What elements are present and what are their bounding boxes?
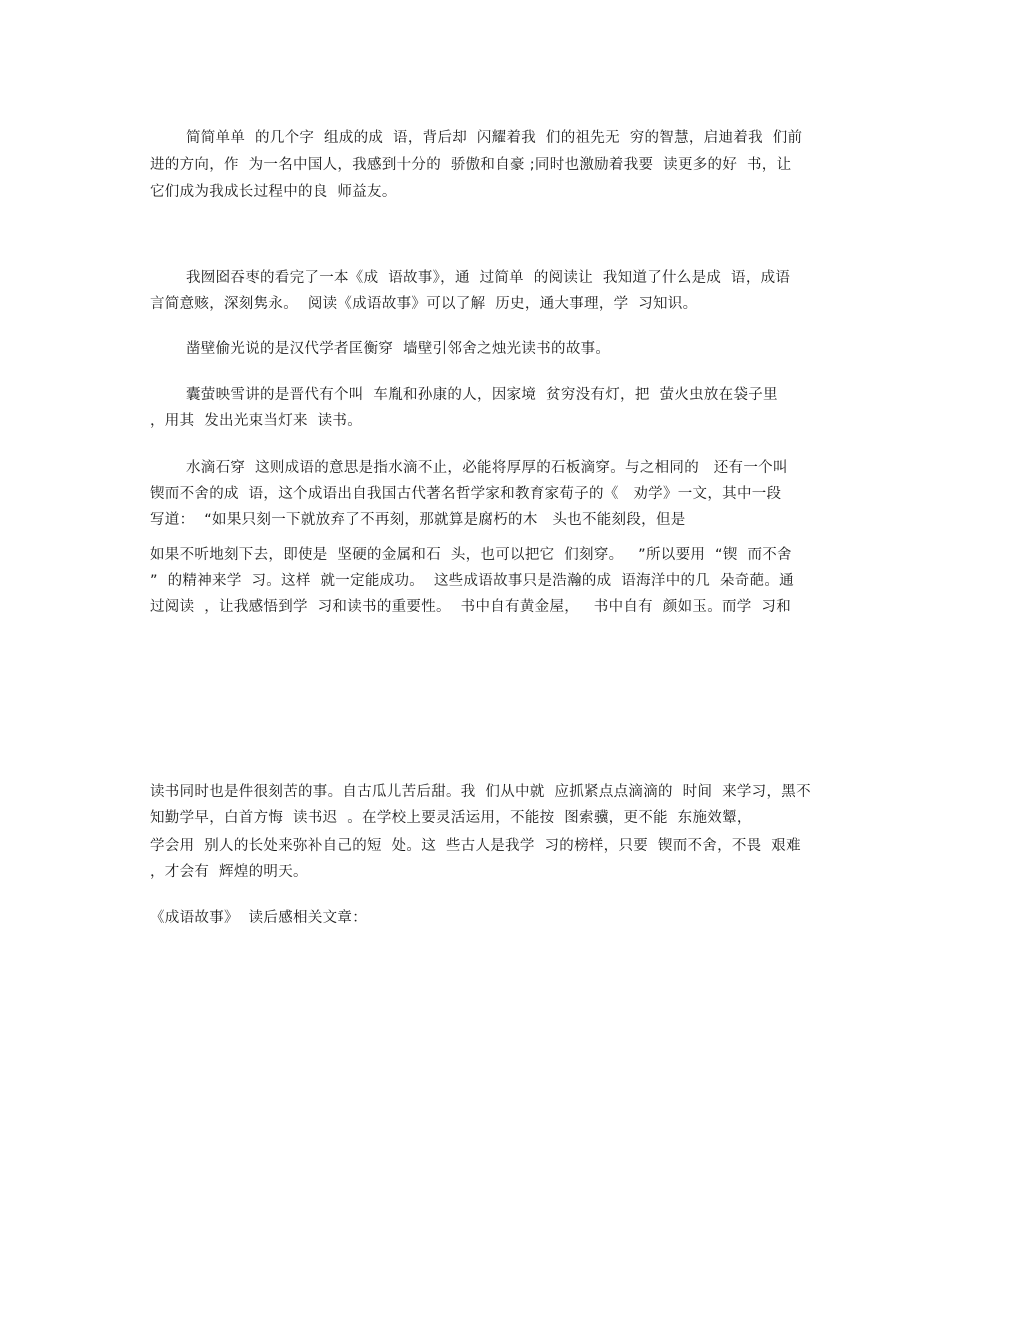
text-line: 水滴石穿 这则成语的意思是指水滴不止，必能将厚厚的石板滴穿。与之相同的 还有一个叫 bbox=[186, 460, 788, 476]
text-line: 锲而不舍的成 语，这个成语出自我国古代著名哲学家和教育家荀子的《 劝学》一文，其中一段 bbox=[150, 486, 782, 502]
text-line: 它们成为我成长过程中的良 师益友。 bbox=[150, 184, 397, 200]
text-line: ，用其 发出光束当灯来 读书。 bbox=[150, 413, 363, 429]
text-line: 我囫囵吞枣的看完了一本《成 语故事》，通 过简单 的阅读让 我知道了什么是成 语，成语 bbox=[186, 270, 791, 286]
text-line: 简简单单 的几个字 组成的成 语，背后却 闪耀着我 们的祖先无 穷的智慧，启迪着我 们前 bbox=[186, 130, 803, 146]
related-articles-heading: 《成语故事》 读后感相关文章： bbox=[150, 910, 368, 926]
text-line: 写道： “如果只刻一下就放弃了不再刻，那就算是腐朽的木 头也不能刻段，但是 bbox=[150, 512, 686, 528]
text-line: 知勤学早，白首方悔 读书迟 。在学校上要灵活运用，不能按 图索骥，更不能 东施效颦， bbox=[150, 810, 752, 826]
text-line: 言简意赅，深刻隽永。 阅读《成语故事》可以了解 历史，通大事理，学 习知识。 bbox=[150, 296, 698, 312]
text-line: 如果不听地刻下去，即使是 坚硬的金属和石 头，也可以把它 们刻穿。 ”所以要用 “锲 而不舍 bbox=[150, 547, 792, 563]
text-line: 进的方向，作 为一名中国人，我感到十分的 骄傲和自豪 ;同时也激励着我要 读更多的好 书，让 bbox=[150, 157, 792, 173]
text-line: 过阅读 ，让我感悟到学 习和读书的重要性。 书中自有黄金屋， 书中自有 颜如玉。而学 习和 bbox=[150, 599, 792, 615]
text-line: 凿壁偷光说的是汉代学者匡衡穿 墙壁引邻舍之烛光读书的故事。 bbox=[186, 341, 611, 357]
text-line: ” 的精神来学 习。这样 就一定能成功。 这些成语故事只是浩瀚的成 语海洋中的几 朵奇葩。通 bbox=[150, 573, 794, 589]
text-line: 囊萤映雪讲的是晋代有个叫 车胤和孙康的人，因家境 贫穷没有灯，把 萤火虫放在袋子里 bbox=[186, 387, 778, 403]
text-line: 学会用 别人的长处来弥补自己的短 处。这 些古人是我学 习的榜样，只要 锲而不舍，不畏 艰难 bbox=[150, 838, 801, 854]
text-line: 读书同时也是件很刻苦的事。自古瓜儿苦后甜。我 们从中就 应抓紧点点滴滴的 时间 来学习，黑不 bbox=[150, 784, 811, 800]
text-line: ，才会有 辉煌的明天。 bbox=[150, 864, 308, 880]
